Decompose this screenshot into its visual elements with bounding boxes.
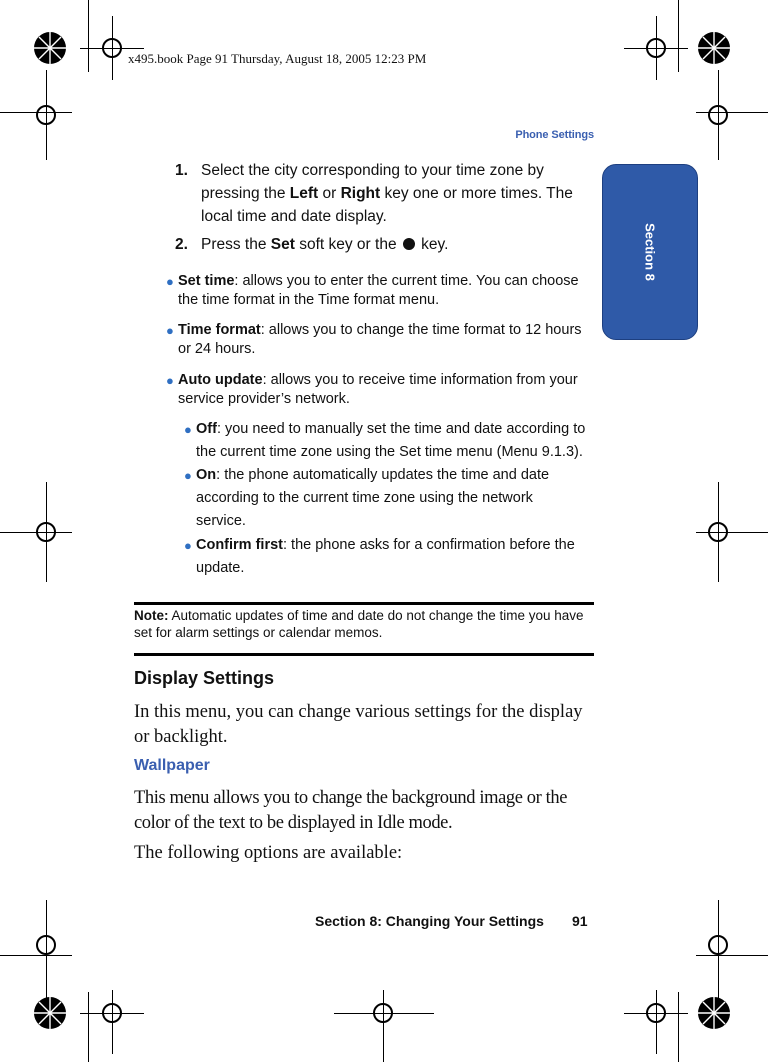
reg-target: [647, 1004, 665, 1022]
wallpaper-body: This menu allows you to change the background image or the color of the text to be displayed in Idle mode.: [134, 788, 568, 833]
page-number: 91: [572, 913, 588, 929]
bullet-icon: ●: [166, 323, 174, 338]
options-intro: The following options are available:: [134, 843, 403, 863]
bullet-icon: ●: [166, 274, 174, 289]
bullet-auto-update: ● Auto update: allows you to receive time information from your service provider’s network.: [166, 372, 578, 407]
reg-target: [709, 106, 727, 124]
nav-key-icon: [403, 238, 415, 250]
step-1: 1. Select the city corresponding to your time zone by pressing the Left or Right key one or more times. The local time and date display.: [201, 159, 591, 228]
step-number: 2.: [175, 236, 188, 253]
footer-section: Section 8: Changing Your Settings: [315, 913, 544, 929]
reg-target: [37, 106, 55, 124]
reg-target: [709, 523, 727, 541]
note-rule-bottom: [134, 653, 594, 656]
section-tab-label: Section 8: [642, 223, 658, 281]
bullet-set-time: ● Set time: allows you to enter the current time. You can choose the time format in the Time format menu.: [166, 273, 579, 308]
key-right: Right: [340, 185, 381, 202]
reg-target: [37, 936, 55, 954]
running-head: Phone Settings: [515, 129, 594, 141]
bullet-icon: ●: [184, 468, 192, 483]
note-rule-top: [134, 602, 594, 605]
note-label: Note:: [134, 608, 169, 623]
subbullet-off: ● Off: you need to manually set the time and date according to the current time zone using the Set time menu (Menu 9.1.3).: [196, 418, 596, 464]
bullet-time-format: ● Time format: allows you to change the time format to 12 hours or 24 hours.: [166, 322, 582, 357]
reg-target: [374, 1004, 392, 1022]
bullet-icon: ●: [184, 422, 192, 437]
subbullet-confirm-first: ● Confirm first: the phone asks for a confirmation before the update.: [196, 534, 591, 580]
file-info: x495.book Page 91 Thursday, August 18, 2005 12:23 PM: [128, 51, 427, 66]
subsection-heading: Wallpaper: [134, 757, 210, 774]
subbullet-on: ● On: the phone automatically updates the time and date according to the current time zone using the network service.: [196, 464, 576, 533]
reg-target: [103, 39, 121, 57]
note: Note: Automatic updates of time and date do not change the time you have set for alarm settings or calendar memos.: [134, 608, 584, 640]
section-heading: Display Settings: [134, 668, 275, 688]
key-set: Set: [270, 236, 295, 253]
reg-target: [709, 936, 727, 954]
display-settings-intro: In this menu, you can change various settings for the display or backlight.: [134, 702, 583, 747]
step-number: 1.: [175, 162, 188, 179]
key-left: Left: [289, 185, 319, 202]
bullet-icon: ●: [184, 538, 192, 553]
reg-target: [103, 1004, 121, 1022]
reg-target: [37, 523, 55, 541]
reg-target: [647, 39, 665, 57]
bullet-icon: ●: [166, 373, 174, 388]
step-2: 2. Press the Set soft key or the key.: [201, 233, 591, 256]
section-tab: [602, 164, 698, 340]
